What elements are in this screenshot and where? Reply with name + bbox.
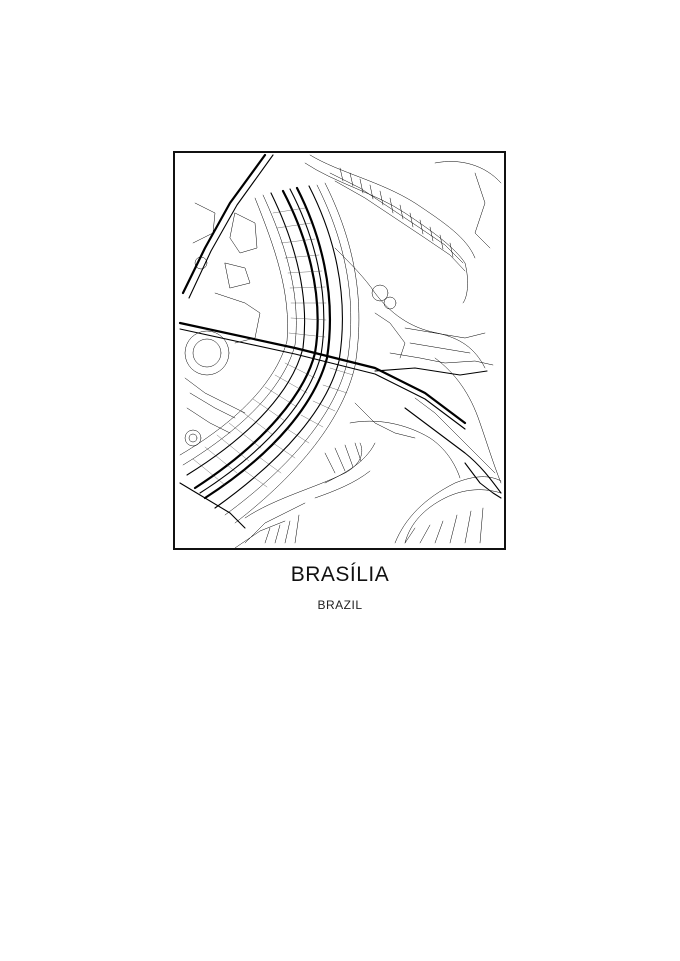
street-map bbox=[175, 153, 504, 548]
east-districts bbox=[372, 285, 501, 493]
country-subtitle: BRAZIL bbox=[317, 598, 363, 612]
lake-shoreline bbox=[245, 155, 501, 543]
northwest-highway bbox=[183, 155, 273, 298]
pilot-plan-wings bbox=[180, 183, 359, 523]
city-map-frame bbox=[173, 151, 506, 550]
city-title: BRASÍLIA bbox=[290, 563, 390, 586]
west-districts bbox=[185, 213, 260, 446]
north-peninsula bbox=[330, 161, 501, 271]
